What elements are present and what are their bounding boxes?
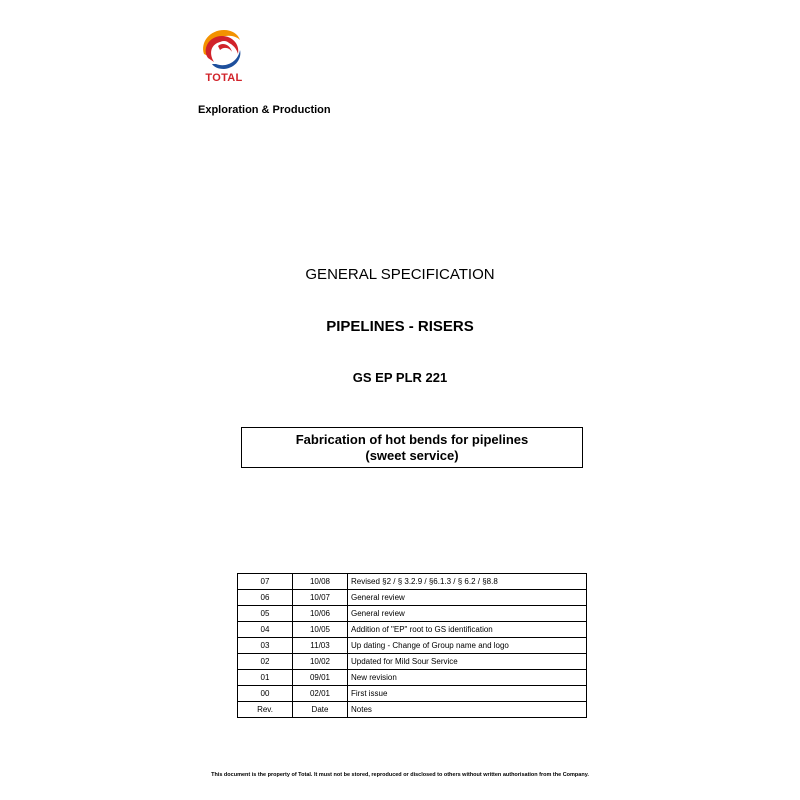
- revision-number: 07: [238, 574, 293, 590]
- revision-date: 09/01: [293, 670, 348, 686]
- revision-number: 00: [238, 686, 293, 702]
- revision-number: 03: [238, 638, 293, 654]
- revision-row: [238, 574, 587, 590]
- revision-notes: Updated for Mild Sour Service: [348, 654, 587, 670]
- division-label: Exploration & Production: [198, 104, 331, 116]
- document-title-line1: Fabrication of hot bends for pipelines: [295, 432, 529, 447]
- document-code: GS EP PLR 221: [352, 370, 448, 385]
- revision-number: 04: [238, 622, 293, 638]
- revision-row: [238, 670, 587, 686]
- revision-number: 02: [238, 654, 293, 670]
- revision-number: 01: [238, 670, 293, 686]
- brand-name: TOTAL: [205, 72, 243, 84]
- revision-date: 10/06: [293, 606, 348, 622]
- revision-number: 05: [238, 606, 293, 622]
- revision-date: 10/02: [293, 654, 348, 670]
- revision-row: [238, 606, 587, 622]
- revision-date: 10/07: [293, 590, 348, 606]
- revision-notes: General review: [348, 606, 587, 622]
- header-date: Date: [293, 702, 348, 718]
- header-rev: Rev.: [238, 702, 293, 718]
- revision-notes: Revised §2 / § 3.2.9 / §6.1.3 / § 6.2 / §8.8: [348, 574, 587, 590]
- revision-header-row: [238, 702, 587, 718]
- revision-row: [238, 654, 587, 670]
- revision-date: 10/08: [293, 574, 348, 590]
- revision-number: 06: [238, 590, 293, 606]
- revision-row: [238, 622, 587, 638]
- revision-notes: First issue: [348, 686, 587, 702]
- revision-row: [238, 638, 587, 654]
- document-type: GENERAL SPECIFICATION: [305, 266, 495, 283]
- revision-table: [237, 573, 587, 718]
- revision-notes: Up dating - Change of Group name and logo: [348, 638, 587, 654]
- header-notes: Notes: [348, 702, 587, 718]
- revision-notes: Addition of "EP" root to GS identification: [348, 622, 587, 638]
- revision-notes: New revision: [348, 670, 587, 686]
- revision-row: [238, 686, 587, 702]
- revision-row: [238, 590, 587, 606]
- document-title-line2: (sweet service): [365, 448, 459, 463]
- revision-date: 02/01: [293, 686, 348, 702]
- document-title-box: [241, 427, 583, 468]
- revision-date: 11/03: [293, 638, 348, 654]
- confidentiality-footer: This document is the property of Total. It must not be stored, reproduced or disclosed to others without written authorisation from the Company.: [211, 772, 589, 778]
- revision-date: 10/05: [293, 622, 348, 638]
- document-subject: PIPELINES - RISERS: [326, 318, 474, 335]
- revision-notes: General review: [348, 590, 587, 606]
